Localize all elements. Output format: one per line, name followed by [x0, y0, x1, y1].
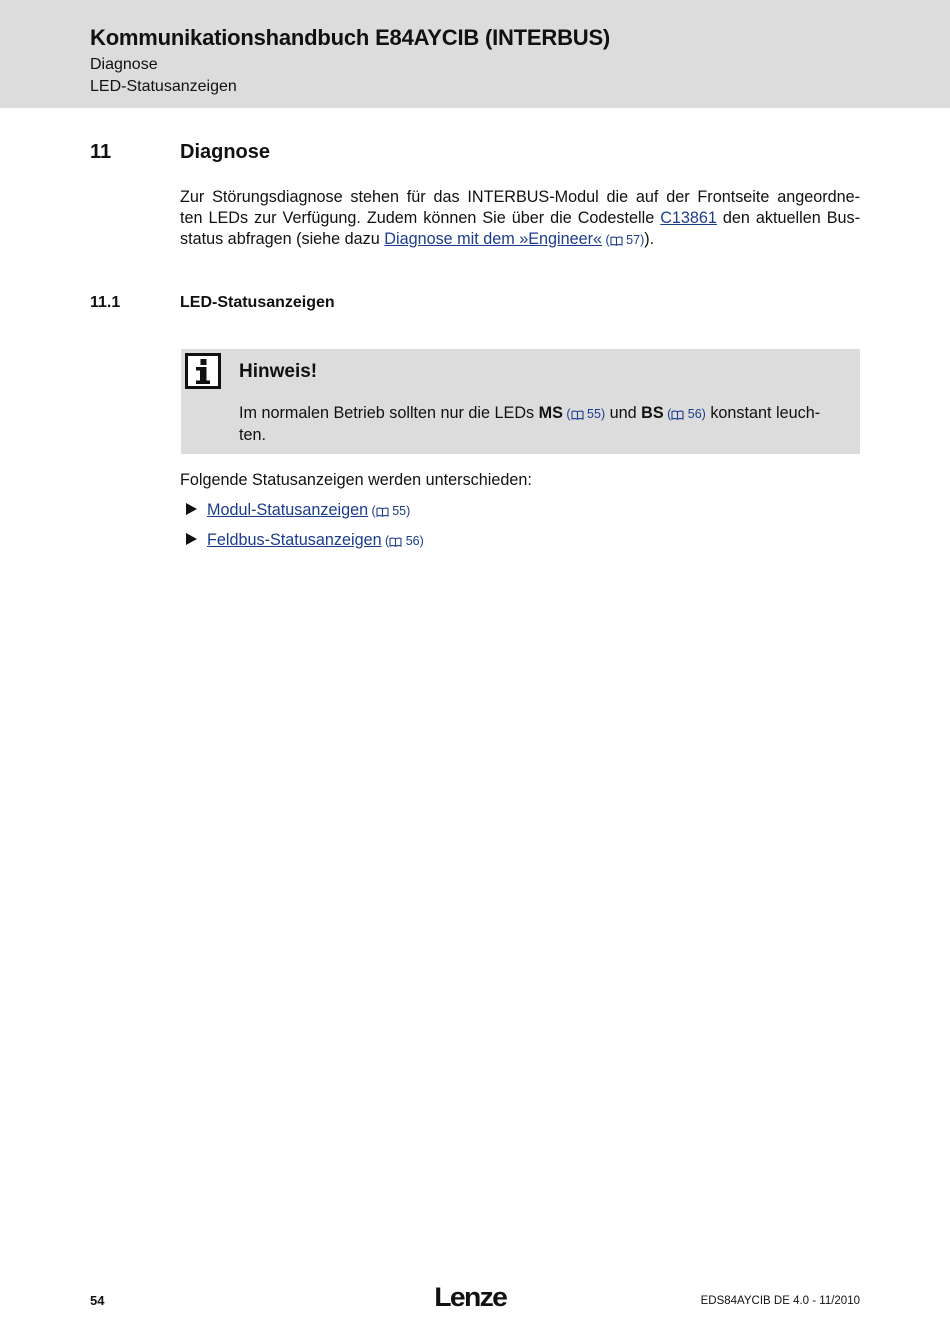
note-box	[181, 349, 860, 454]
intro-line-1: Zur Störungsdiagnose stehen für das INTERBUS-Modul die auf der Frontseite angeordne-	[180, 188, 860, 206]
page-reference[interactable]	[368, 504, 410, 518]
ref-page: 55	[388, 504, 407, 518]
feldbus-statusanzeigen-link[interactable]: Feldbus-Statusanzeigen	[207, 531, 382, 549]
ref-open: (	[368, 504, 376, 518]
book-icon	[610, 236, 623, 246]
list-item	[186, 531, 424, 550]
modul-statusanzeigen-link[interactable]: Modul-Statusanzeigen	[207, 501, 369, 519]
intro-line-3	[180, 229, 860, 251]
book-icon	[389, 537, 402, 547]
ref-open: (	[562, 407, 571, 421]
lenze-logo: Lenze	[434, 1282, 507, 1312]
bullet-arrow-icon	[186, 503, 197, 515]
intro-text: ).	[644, 230, 655, 248]
book-icon	[376, 507, 389, 517]
ref-close: )	[701, 407, 706, 421]
note-heading: Hinweis!	[239, 361, 318, 382]
list-item	[186, 501, 410, 520]
ref-open: (	[602, 233, 610, 247]
note-text-part: Im normalen Betrieb sollten nur die LEDs	[239, 404, 539, 422]
page-reference[interactable]	[563, 407, 605, 421]
page-reference[interactable]	[602, 233, 644, 247]
note-text	[239, 403, 840, 446]
intro-line-2	[180, 208, 860, 229]
note-text-part: und	[605, 404, 642, 422]
book-icon	[671, 410, 684, 420]
ref-open: (	[663, 407, 672, 421]
diagnose-engineer-link[interactable]: Diagnose mit dem »Engineer«	[384, 230, 603, 248]
page-reference[interactable]	[664, 407, 706, 421]
list-lead-text: Folgende Statusanzeigen werden unterschieden:	[180, 471, 532, 489]
note-line-2: ten.	[239, 426, 267, 444]
note-line-1	[239, 403, 840, 425]
section-number: 11.1	[90, 294, 121, 311]
book-icon	[571, 410, 584, 420]
document-id: EDS84AYCIB DE 4.0 - 11/2010	[700, 1295, 860, 1307]
chapter-title: Diagnose	[180, 141, 271, 163]
ref-close: )	[600, 407, 606, 421]
breadcrumb-chapter: Diagnose	[90, 56, 158, 73]
section-title: LED-Statusanzeigen	[180, 294, 335, 311]
ref-page: 55	[583, 407, 601, 421]
intro-text: ten LEDs zur Verfügung. Zudem können Sie über die Codestelle	[180, 209, 661, 227]
intro-text: den aktuellen Bus-	[716, 209, 860, 227]
ref-page: 57	[622, 233, 641, 247]
ref-page: 56	[402, 534, 420, 548]
ref-open: (	[381, 534, 390, 548]
chapter-number: 11	[90, 141, 112, 163]
code-c13861-link[interactable]: C13861	[660, 209, 717, 227]
ref-close: )	[406, 504, 411, 518]
ref-close: )	[640, 233, 645, 247]
breadcrumb-section: LED-Statusanzeigen	[90, 78, 237, 95]
document-title: Kommunikationshandbuch E84AYCIB (INTERBUS)	[90, 25, 611, 50]
intro-paragraph	[180, 187, 860, 251]
led-ms-label: MS	[538, 404, 563, 422]
note-text-part: konstant leuch-	[705, 404, 821, 422]
page-number: 54	[90, 1293, 105, 1308]
led-bs-label: BS	[641, 404, 664, 422]
ref-page: 56	[684, 407, 702, 421]
page-header	[0, 0, 950, 108]
bullet-arrow-icon	[186, 533, 197, 545]
info-icon	[185, 353, 221, 389]
intro-text: status abfragen (siehe dazu	[180, 230, 385, 248]
ref-close: )	[419, 534, 424, 548]
page-reference[interactable]	[382, 534, 424, 548]
